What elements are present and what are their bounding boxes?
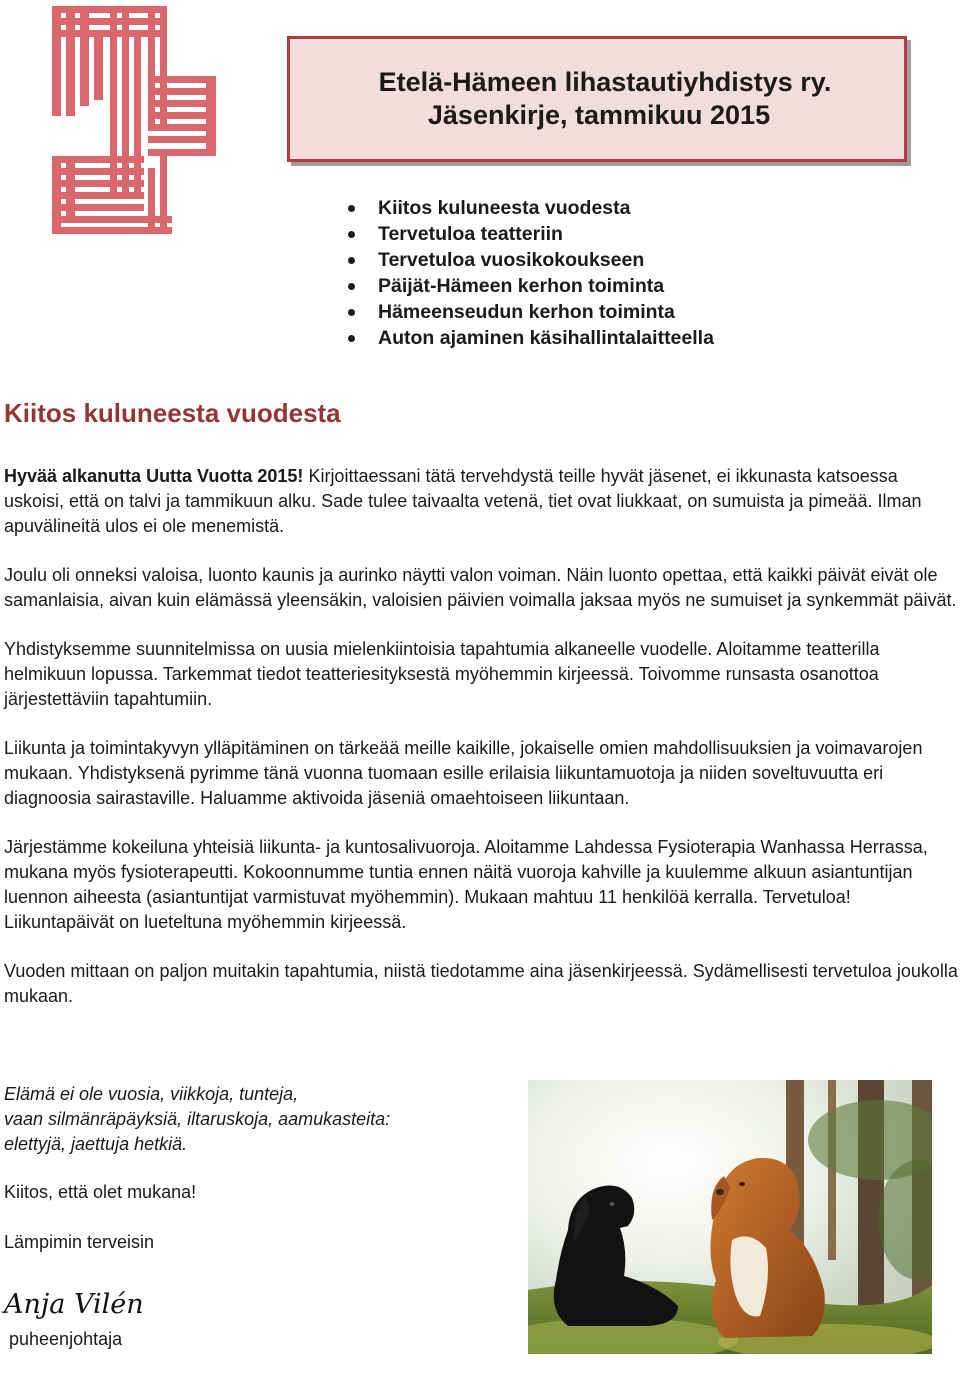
new-year-greeting: Hyvää alkanutta Uutta Vuotta 2015!	[4, 466, 304, 486]
poem	[4, 1082, 390, 1157]
paragraph-exercise: Liikunta ja toimintakyvyn ylläpitäminen on tärkeää meille kaikille, jokaiselle omien mahdollisuuksien ja voimavarojen mukaan. Yhdistyksenä pyrimme tänä vuonna tuomaan esille erilaisia liikuntamuotoja ja niiden soveltuvuutta eri diagnoosia sairastaville. Haluamme aktivoida jäseniä omaehtoiseen liikuntaan.	[4, 738, 923, 808]
letter-header-box	[287, 36, 907, 162]
contents-list	[346, 195, 714, 351]
paragraph-plans: Yhdistyksemme suunnitelmissa on uusia mielenkiintoisia tapahtumia alkaneelle vuodelle. Aloitamme teatterilla helmikuun lopussa. Tarkemmat tiedot teatteriesityksestä myöhemmin kirjeessä. Toivomme runsasta osanottoa järjestettäviin tapahtumiin.	[4, 639, 880, 709]
bullet-icon	[348, 335, 355, 342]
paragraph-christmas: Joulu oli onneksi valoisa, luonto kaunis ja aurinko näytti valon voiman. Näin luonto opettaa, että kaikki päivät eivät ole samanlaisia, aivan kuin elämässä yleensäkin, valoisien päivien voimalla jaksaa myös ne sumuiset ja synkemmät päivät.	[4, 565, 957, 610]
organization-logo-icon	[52, 6, 216, 234]
list-item: Kiitos kuluneesta vuodesta	[346, 195, 714, 221]
paragraph-greeting	[4, 464, 960, 539]
poem-line: vaan silmänräpäyksiä, iltaruskoja, aamukasteita:	[4, 1109, 391, 1129]
list-item: Tervetuloa teatteriin	[346, 221, 714, 247]
organization-name: Etelä-Hämeen lihastautiyhdistys ry.	[378, 67, 832, 97]
list-item: Auton ajaminen käsihallintalaitteella	[346, 325, 714, 351]
paragraph-events: Vuoden mittaan on paljon muitakin tapahtumia, niistä tiedotamme aina jäsenkirjeessä. Sydämellisesti tervetuloa joukolla mukaan.	[4, 961, 958, 1006]
two-dogs-photo	[528, 1080, 932, 1354]
paragraph-gym-sessions: Järjestämme kokeiluna yhteisiä liikunta- ja kuntosalivuoroja. Aloitamme Lahdessa Fysioterapia Wanhassa Herrassa, mukana myös fysioterapeutti. Kokoonnumme tuntia ennen näitä vuoroja kahville ja kuulemme alkuun asiantuntijan luennon aiheesta (asiantuntijat varmistuvat myöhemmin). Mukaan mahtuu 11 henkilöä kerralla. Tervetuloa! Liikuntapäivät on lueteltuna myöhemmin kirjeessä.	[4, 837, 928, 932]
list-item: Tervetuloa vuosikokoukseen	[346, 247, 714, 273]
signature: Anja Vilén	[4, 1289, 144, 1320]
section-heading: Kiitos kuluneesta vuodesta	[4, 398, 341, 428]
bullet-icon	[348, 283, 355, 290]
paragraph-text: Kirjoittaessani tätä tervehdystä teille hyvät jäsenet, ei ikkunasta katsoessa uskoisi, että on talvi ja tammikuun alku. Sade tulee taivaalta vetenä, tiet ovat liukkaat, on sumuista ja pimeää. Ilman apuvälineitä ulos ei ole menemistä.	[4, 466, 922, 536]
letter-title: Jäsenkirje, tammikuu 2015	[427, 100, 771, 130]
thanks-line: Kiitos, että olet mukana!	[4, 1182, 197, 1202]
list-item: Hämeenseudun kerhon toiminta	[346, 299, 714, 325]
bullet-icon	[348, 231, 355, 238]
bullet-icon	[348, 257, 355, 264]
poem-line: elettyjä, jaettuja hetkiä.	[4, 1134, 188, 1154]
letter-body	[4, 464, 960, 1033]
greeting-line: Lämpimin terveisin	[4, 1232, 155, 1252]
signer-role: puheenjohtaja	[9, 1329, 123, 1349]
poem-line: Elämä ei ole vuosia, viikkoja, tunteja,	[4, 1084, 299, 1104]
list-item: Päijät-Hämeen kerhon toiminta	[346, 273, 714, 299]
bullet-icon	[348, 309, 355, 316]
bullet-icon	[348, 205, 355, 212]
